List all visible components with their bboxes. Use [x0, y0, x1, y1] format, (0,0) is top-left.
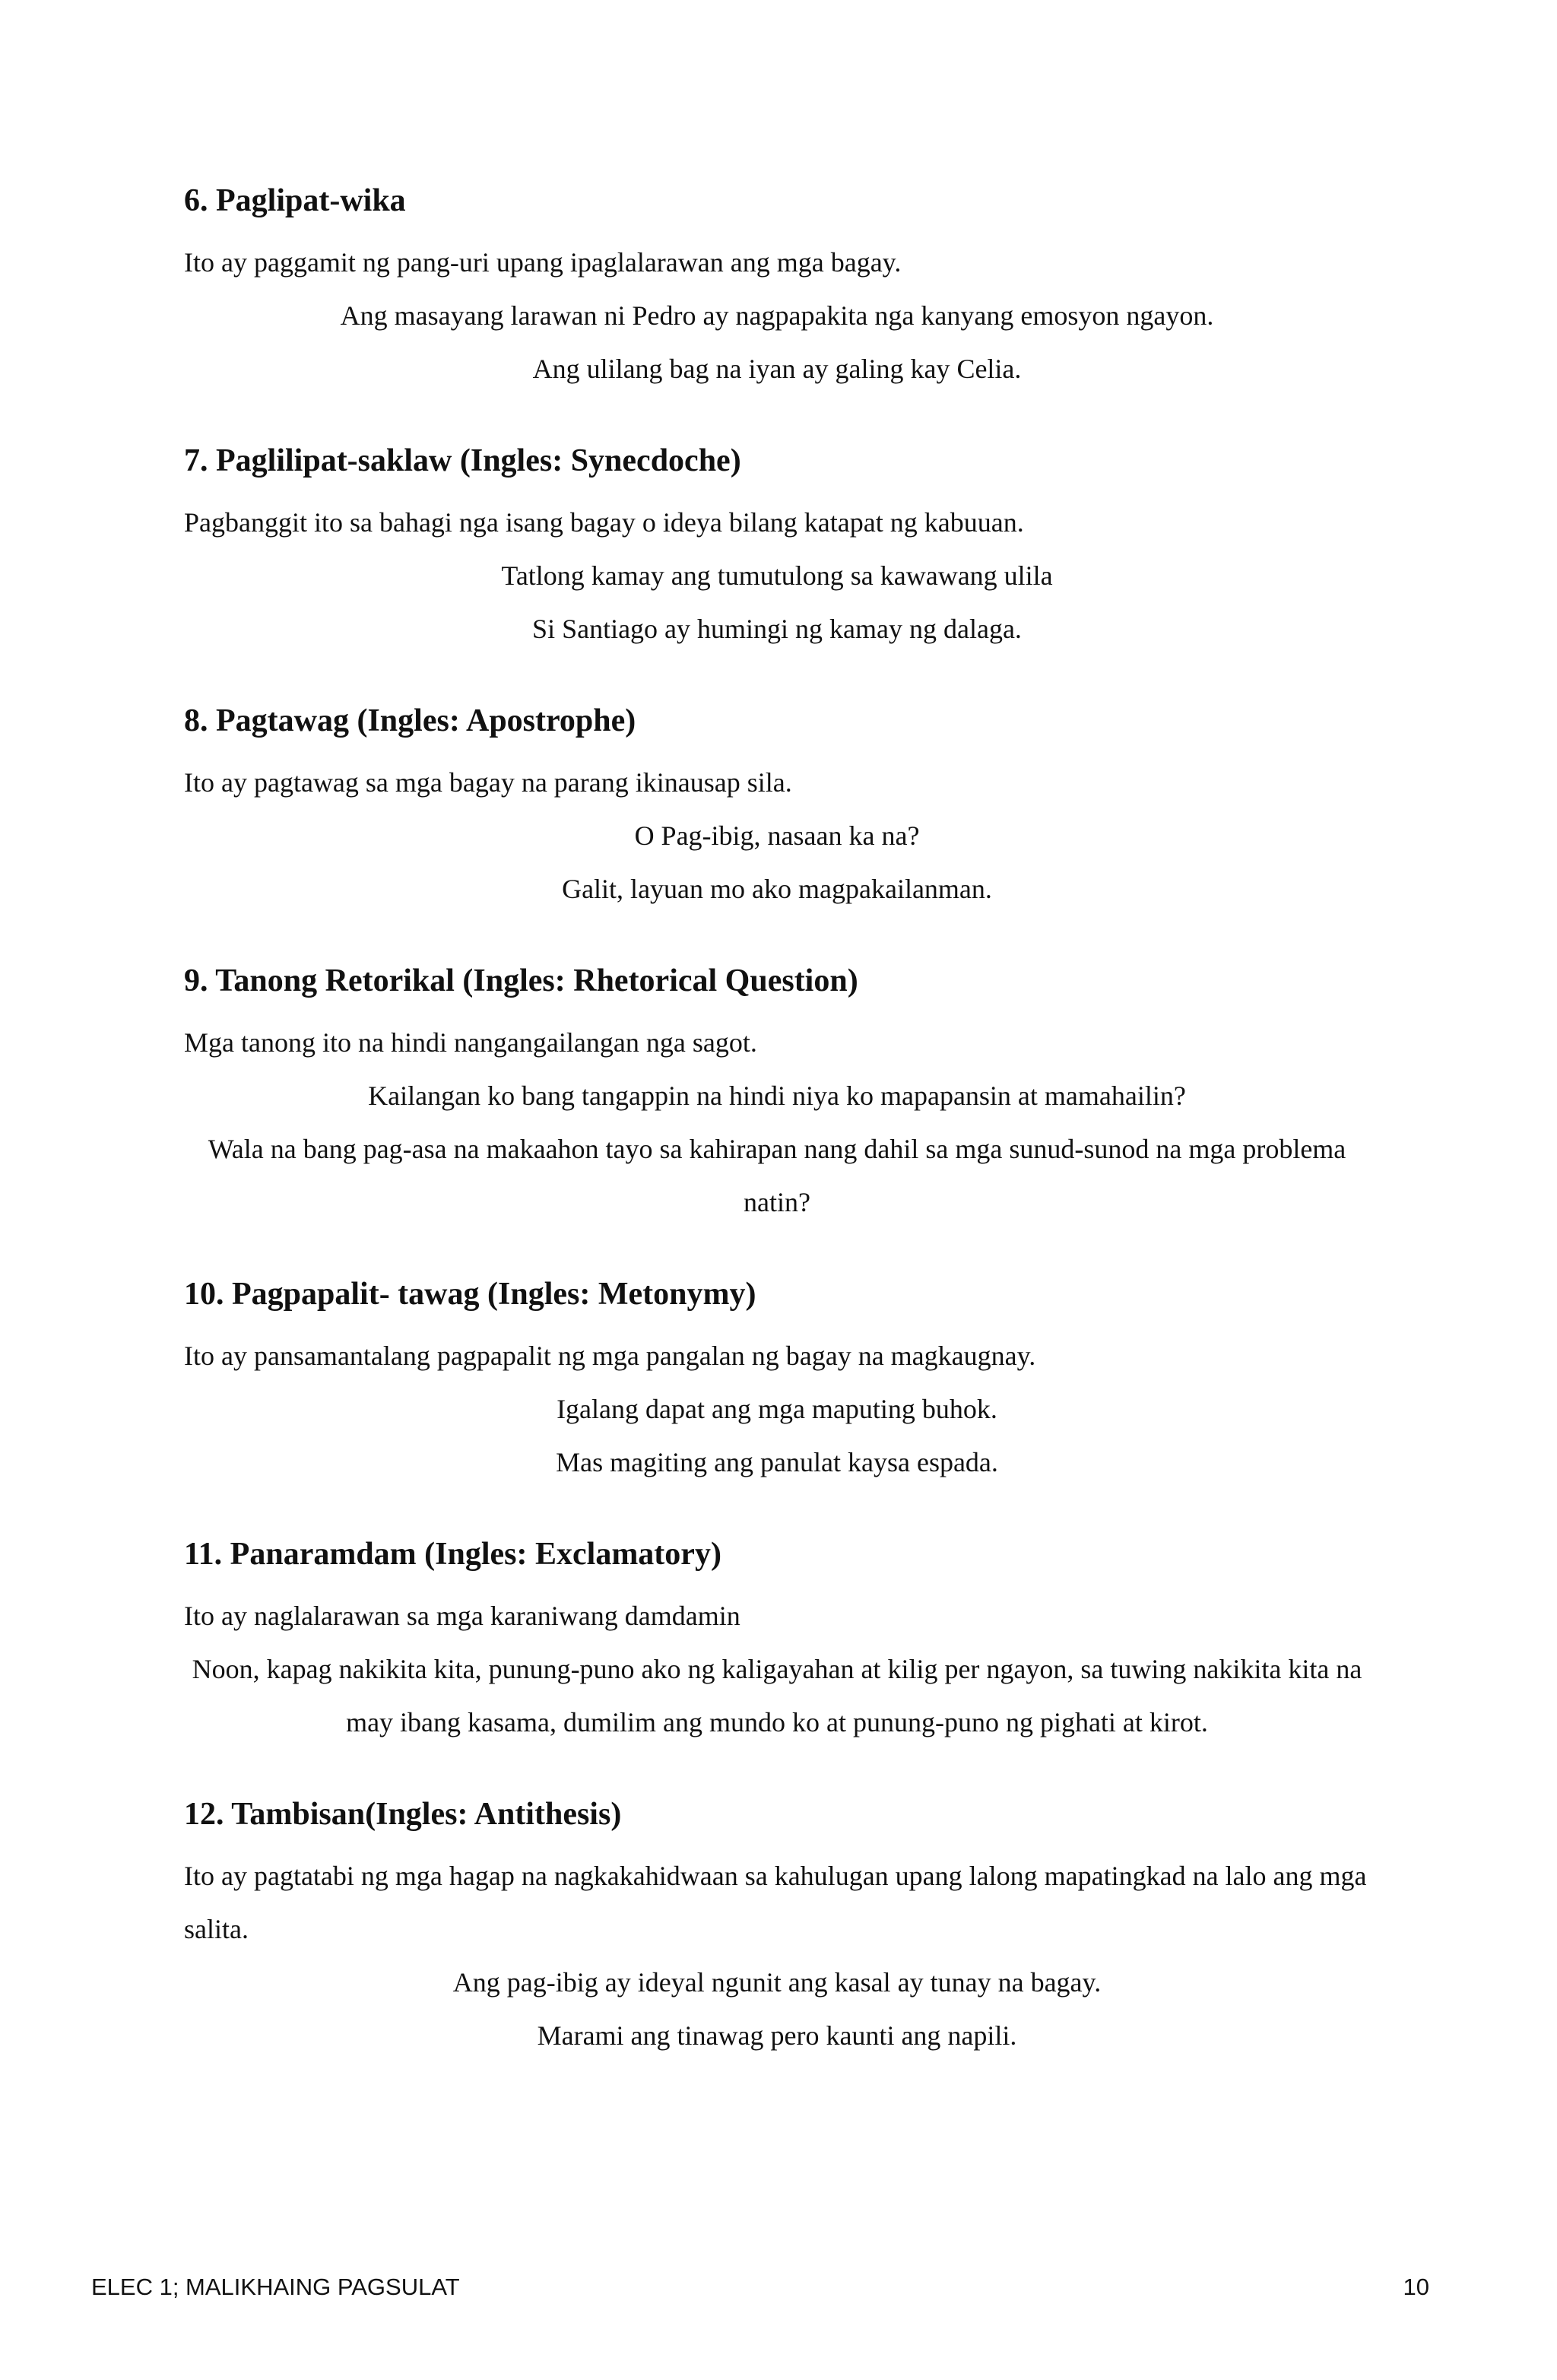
example-line: Galit, layuan mo ako magpakailanman. [562, 874, 992, 904]
example-line: Ang ulilang bag na iyan ay galing kay Celia. [532, 354, 1022, 384]
section-pagtawag [184, 700, 1370, 916]
section-paglipat-wika [184, 179, 1370, 395]
section-description: Ito ay pagtatabi ng mga hagap na nagkakahidwaan sa kahulugan upang lalong mapatingkad na lalo ang mga salita. [184, 1861, 1367, 1944]
page-number: 10 [1403, 2274, 1429, 2300]
section-tambisan [184, 1793, 1370, 2062]
section-heading: 10. Pagpapalit- tawag (Ingles: Metonymy) [184, 1277, 756, 1312]
example-line: Ang masayang larawan ni Pedro ay nagpapakita nga kanyang emosyon ngayon. [340, 300, 1214, 331]
example-line: Ang pag-ibig ay ideyal ngunit ang kasal ay tunay na bagay. [452, 1967, 1102, 1998]
example-line: Igalang dapat ang mga maputing buhok. [557, 1394, 997, 1424]
section-heading: 7. Paglilipat-saklaw (Ingles: Synecdoche) [184, 443, 741, 478]
section-description: Mga tanong ito na hindi nangangailangan nga sagot. [184, 1027, 757, 1058]
section-examples [184, 1642, 1370, 1749]
document-content [184, 179, 1370, 2106]
section-description: Ito ay naglalarawan sa mga karaniwang damdamin [184, 1601, 740, 1631]
section-heading: 12. Tambisan(Ingles: Antithesis) [184, 1797, 622, 1832]
section-description: Ito ay pagtawag sa mga bagay na parang ikinausap sila. [184, 767, 792, 798]
example-line: Marami ang tinawag pero kaunti ang napili. [537, 2020, 1017, 2051]
section-description: Ito ay pansamantalang pagpapalit ng mga pangalan ng bagay na magkaugnay. [184, 1341, 1036, 1371]
section-heading: 9. Tanong Retorikal (Ingles: Rhetorical Question) [184, 963, 858, 998]
section-examples [184, 809, 1370, 916]
example-line: Kailangan ko bang tangappin na hindi niya ko mapapansin at mamahailin? [368, 1081, 1186, 1111]
page-footer [0, 2274, 1557, 2312]
section-heading: 8. Pagtawag (Ingles: Apostrophe) [184, 703, 636, 738]
section-examples [184, 1956, 1370, 2062]
section-pagpapalit-tawag [184, 1273, 1370, 1489]
example-line: O Pag-ibig, nasaan ka na? [634, 820, 920, 851]
section-examples [184, 1069, 1370, 1229]
section-examples [184, 549, 1370, 655]
section-panaramdam [184, 1533, 1370, 1749]
footer-course-title: ELEC 1; MALIKHAING PAGSULAT [91, 2274, 460, 2300]
section-description: Pagbanggit ito sa bahagi nga isang bagay o ideya bilang katapat ng kabuuan. [184, 507, 1024, 538]
section-description: Ito ay paggamit ng pang-uri upang ipaglalarawan ang mga bagay. [184, 247, 902, 278]
example-line: Noon, kapag nakikita kita, punung-puno ako ng kaligayahan at kilig per ngayon, sa tuwing nakikita kita na may ibang kasama, dumilim ang mundo ko at punung-puno ng pighati at kirot. [192, 1654, 1362, 1737]
section-heading: 6. Paglipat-wika [184, 183, 406, 218]
section-examples [184, 289, 1370, 395]
section-paglilipat-saklaw [184, 440, 1370, 655]
example-line: Si Santiago ay humingi ng kamay ng dalaga. [532, 614, 1022, 644]
example-line: Tatlong kamay ang tumutulong sa kawawang ulila [501, 560, 1053, 591]
section-examples [184, 1382, 1370, 1489]
example-line: Wala na bang pag-asa na makaahon tayo sa kahirapan nang dahil sa mga sunud-sunod na mga problema natin? [208, 1134, 1346, 1217]
example-line: Mas magiting ang panulat kaysa espada. [556, 1447, 998, 1477]
section-heading: 11. Panaramdam (Ingles: Exclamatory) [184, 1537, 721, 1572]
section-tanong-retorikal [184, 960, 1370, 1229]
